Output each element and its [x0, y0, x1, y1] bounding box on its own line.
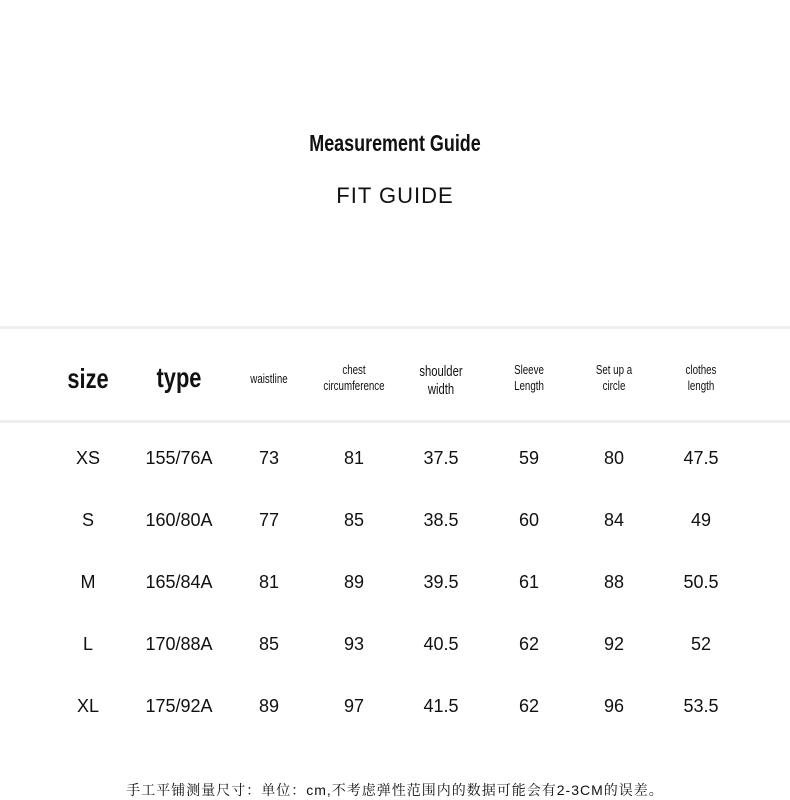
table-cell: 50.5 — [683, 572, 719, 592]
column-header — [317, 362, 392, 394]
table-cell: 62 — [518, 634, 540, 654]
table-cell: 88 — [603, 572, 625, 592]
header-line: clothes — [685, 362, 717, 377]
table-cell: 81 — [258, 572, 280, 592]
table-cell: 52 — [690, 634, 712, 654]
table-cell: 49 — [690, 510, 712, 530]
header-line: type — [156, 362, 202, 393]
table-cell: 40.5 — [423, 634, 459, 654]
header-line: waistline — [250, 371, 288, 386]
header-line: circle — [602, 378, 626, 393]
column-header — [664, 362, 739, 394]
table-cell: 96 — [603, 696, 625, 716]
table-cell: 73 — [258, 448, 280, 468]
table-cell: 59 — [518, 448, 540, 468]
table-cell: XS — [75, 448, 100, 468]
table-cell: 170/88A — [145, 634, 213, 654]
table-cell: S — [81, 510, 94, 530]
column-header — [140, 362, 218, 394]
header-line: chest — [342, 362, 366, 377]
table-cell: 97 — [343, 696, 365, 716]
table-cell: M — [80, 572, 96, 592]
header-line: circumference — [323, 378, 385, 393]
table-cell: 92 — [603, 634, 625, 654]
table-cell: 77 — [258, 510, 280, 530]
table-cell: 84 — [603, 510, 625, 530]
table-cell: 53.5 — [683, 696, 719, 716]
column-header — [404, 363, 479, 399]
divider — [0, 326, 790, 329]
table-cell: 89 — [343, 572, 365, 592]
table-cell: 37.5 — [423, 448, 459, 468]
table-cell: 165/84A — [145, 572, 213, 592]
table-cell: 175/92A — [145, 696, 213, 716]
page-subtitle: FIT GUIDE — [336, 183, 454, 208]
table-cell: 80 — [603, 448, 625, 468]
header-line: length — [687, 378, 715, 393]
column-header — [577, 362, 652, 394]
header-line: Sleeve — [514, 362, 544, 377]
table-cell: 60 — [518, 510, 540, 530]
table-cell: 85 — [343, 510, 365, 530]
column-header — [492, 362, 567, 394]
table-cell: 160/80A — [145, 510, 213, 530]
page-title: Measurement Guide — [309, 130, 481, 156]
table-cell: 41.5 — [423, 696, 459, 716]
header-line: width — [427, 381, 455, 398]
header-line: Set up a — [595, 362, 633, 377]
table-cell: XL — [76, 696, 100, 716]
table-cell: 93 — [343, 634, 365, 654]
header-line: size — [67, 363, 109, 394]
table-cell: 47.5 — [683, 448, 719, 468]
table-cell: 39.5 — [423, 572, 459, 592]
table-cell: 155/76A — [145, 448, 213, 468]
divider — [0, 420, 790, 423]
header-line: shoulder — [419, 363, 463, 380]
table-cell: 81 — [343, 448, 365, 468]
table-cell: 61 — [518, 572, 540, 592]
table-cell: L — [82, 634, 93, 654]
column-header — [232, 371, 307, 387]
header-line: Length — [514, 378, 544, 393]
measurement-note: 手工平铺测量尺寸：单位：cm,不考虑弹性范围内的数据可能会有2-3CM的误差。 — [126, 782, 664, 798]
table-cell: 38.5 — [423, 510, 459, 530]
table-cell: 62 — [518, 696, 540, 716]
column-header — [49, 363, 127, 395]
table-cell: 89 — [258, 696, 280, 716]
table-cell: 85 — [258, 634, 280, 654]
